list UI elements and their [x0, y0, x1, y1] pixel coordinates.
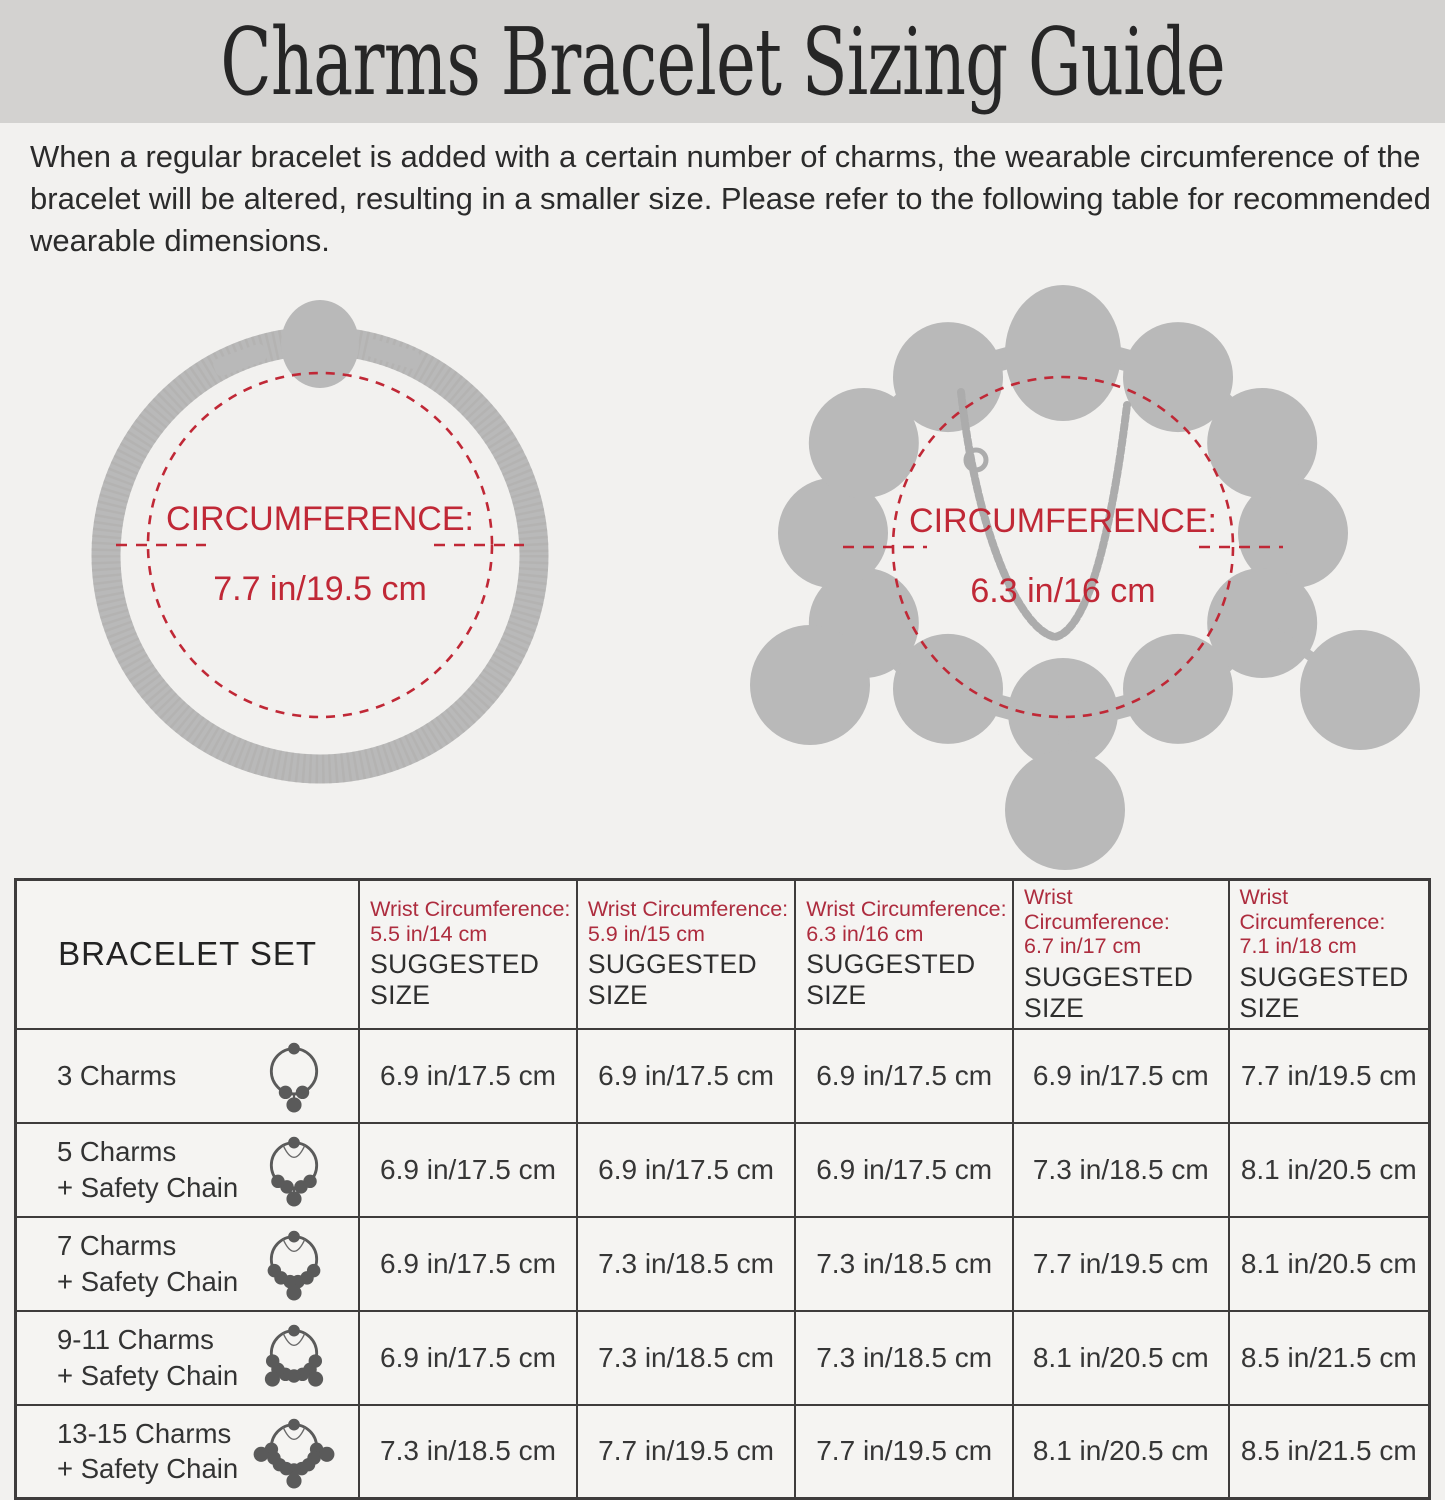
- suggested-size-cell: 7.7 in/19.5 cm: [577, 1405, 795, 1499]
- wrist-circumference-value: 5.5 in/14 cm: [370, 921, 488, 946]
- charm-dot-icon: [266, 1354, 279, 1367]
- charm-dot-icon: [294, 1180, 307, 1193]
- table-row: [16, 1123, 1430, 1217]
- bracelet-set-cell-content: [57, 1224, 358, 1303]
- row-label: [57, 1416, 238, 1488]
- wrist-circumference-header-4: [1013, 880, 1228, 1029]
- suggested-size-cell: 6.9 in/17.5 cm: [359, 1217, 577, 1311]
- suggested-size-cell: 8.5 in/21.5 cm: [1229, 1405, 1430, 1499]
- suggested-size-cell: 6.9 in/17.5 cm: [795, 1029, 1013, 1123]
- bracelet-set-cell-content: [57, 1412, 358, 1491]
- bracelet-7-charms-safety-chain-icon: [252, 1224, 336, 1303]
- bracelet-13-15-charms-safety-chain-icon: [252, 1412, 336, 1491]
- circumference-label-plain: CIRCUMFERENCE:: [166, 500, 474, 538]
- table-row: [16, 1311, 1430, 1405]
- row-label-line: 3 Charms: [57, 1059, 177, 1091]
- clasp-dot-icon: [288, 1231, 300, 1243]
- row-label: [57, 1058, 176, 1094]
- wrist-circumference-label: Wrist Circumference:: [806, 897, 1007, 922]
- wrist-circumference-label: Wrist Circumference:: [370, 897, 571, 922]
- charm-bracelet-diagram: [715, 265, 1445, 880]
- dangle-dot-icon: [308, 1371, 323, 1386]
- wrist-circumference-label: Wrist Circumference:: [587, 897, 789, 922]
- wrist-circumference-value: 6.3 in/16 cm: [806, 921, 924, 946]
- bracelet-set-cell: [16, 1311, 360, 1405]
- wrist-circumference-label: Wrist Circumference:: [1239, 885, 1386, 934]
- charm-dot-icon: [268, 1264, 281, 1277]
- plain-bracelet-diagram: [30, 280, 690, 830]
- dangle-dot-icon: [254, 1446, 269, 1461]
- bracelet-set-cell: [16, 1217, 360, 1311]
- row-label-line: 9-11 Charms: [57, 1323, 214, 1355]
- bracelet-set-cell: [16, 1405, 360, 1499]
- suggested-size-cell: 7.3 in/18.5 cm: [795, 1217, 1013, 1311]
- row-label: [57, 1322, 238, 1394]
- dangle-dot-icon: [319, 1446, 334, 1461]
- charm-bead-icon: [1207, 388, 1317, 498]
- bracelet-set-cell: [16, 1123, 360, 1217]
- suggested-size-cell: 8.1 in/20.5 cm: [1013, 1405, 1228, 1499]
- suggested-size-cell: 7.7 in/19.5 cm: [795, 1405, 1013, 1499]
- wrist-circumference-header-2: [577, 880, 795, 1029]
- row-label-line: + Safety Chain: [57, 1453, 239, 1485]
- bracelet-set-cell-content: [57, 1036, 358, 1115]
- bracelet-set-cell-content: [57, 1130, 358, 1209]
- suggested-size-label: SUGGESTED SIZE: [1239, 961, 1409, 1023]
- wrist-circumference-header-1: [359, 880, 577, 1029]
- suggested-size-cell: 6.9 in/17.5 cm: [577, 1029, 795, 1123]
- dangle-charm-icon: [1005, 750, 1125, 870]
- row-icon-box: [252, 1130, 336, 1209]
- bracelet-5-charms-safety-chain-icon: [252, 1130, 336, 1209]
- bracelet-set-cell-content: [57, 1318, 358, 1397]
- row-label-line: + Safety Chain: [57, 1359, 239, 1391]
- suggested-size-cell: 8.1 in/20.5 cm: [1013, 1311, 1228, 1405]
- row-label: [57, 1228, 238, 1300]
- dangle-dot-icon: [287, 1285, 302, 1300]
- row-icon-box: [252, 1036, 336, 1115]
- suggested-size-label: SUGGESTED SIZE: [806, 949, 976, 1011]
- suggested-size-cell: 6.9 in/17.5 cm: [359, 1311, 577, 1405]
- suggested-size-cell: 7.3 in/18.5 cm: [359, 1405, 577, 1499]
- clasp-icon: [1005, 285, 1121, 421]
- row-label-line: 7 Charms: [57, 1229, 177, 1261]
- circumference-annotation-plain: [116, 373, 524, 717]
- suggested-size-cell: 8.1 in/20.5 cm: [1229, 1123, 1430, 1217]
- row-icon-box: [252, 1318, 336, 1397]
- suggested-size-cell: 7.3 in/18.5 cm: [577, 1217, 795, 1311]
- charm-dot-icon: [271, 1175, 284, 1188]
- intro-text: When a regular bracelet is added with a certain number of charms, the wearable circumference of the bracelet will be altered, resulting in a smaller size. Please refer to the following table for recommended wearable dimensions.: [30, 139, 1431, 259]
- wrist-circumference-value: 7.1 in/18 cm: [1239, 934, 1357, 958]
- wrist-circumference-value: 6.7 in/17 cm: [1024, 934, 1142, 958]
- table-header-row: [16, 880, 1430, 1029]
- dangle-dot-icon: [287, 1097, 302, 1112]
- row-label-line: 5 Charms: [57, 1135, 177, 1167]
- suggested-size-cell: 8.1 in/20.5 cm: [1229, 1217, 1430, 1311]
- clasp-dot-icon: [288, 1043, 300, 1055]
- charm-dot-icon: [296, 1086, 309, 1099]
- row-icon-box: [252, 1412, 336, 1491]
- dangle-dot-icon: [287, 1191, 302, 1206]
- table-row: [16, 1217, 1430, 1311]
- table-row: [16, 1405, 1430, 1499]
- suggested-size-cell: 7.7 in/19.5 cm: [1013, 1217, 1228, 1311]
- row-label-line: + Safety Chain: [57, 1171, 239, 1203]
- suggested-size-label: SUGGESTED SIZE: [1024, 961, 1194, 1023]
- bracelet-set-header: BRACELET SET: [16, 880, 360, 1029]
- suggested-size-cell: 6.9 in/17.5 cm: [795, 1123, 1013, 1217]
- sizing-table: [14, 878, 1431, 1500]
- clasp-dot-icon: [288, 1137, 300, 1149]
- circumference-label-charms: CIRCUMFERENCE:: [909, 502, 1217, 540]
- table-row: [16, 1029, 1430, 1123]
- suggested-size-cell: 8.5 in/21.5 cm: [1229, 1311, 1430, 1405]
- bracelet-9-11-charms-safety-chain-icon: [252, 1318, 336, 1397]
- dangle-dot-icon: [265, 1371, 280, 1386]
- banner: [0, 0, 1445, 123]
- charm-bead-icon: [1123, 634, 1233, 744]
- bracelet-3-charms-icon: [252, 1036, 336, 1115]
- wrist-circumference-header-5: [1229, 880, 1430, 1029]
- suggested-size-cell: 6.9 in/17.5 cm: [577, 1123, 795, 1217]
- ring-icon: [271, 1049, 316, 1094]
- dangle-charm-icon: [750, 625, 870, 745]
- page-title: Charms Bracelet Sizing Guide: [220, 7, 1225, 116]
- circumference-value-charms: 6.3 in/16 cm: [970, 572, 1156, 610]
- row-label-line: 13-15 Charms: [57, 1417, 232, 1449]
- suggested-size-label: SUGGESTED SIZE: [370, 949, 540, 1011]
- dangle-dot-icon: [287, 1473, 302, 1488]
- suggested-size-cell: 7.3 in/18.5 cm: [795, 1311, 1013, 1405]
- suggested-size-cell: 6.9 in/17.5 cm: [1013, 1029, 1228, 1123]
- wrist-circumference-header-3: [795, 880, 1013, 1029]
- row-label: [57, 1134, 238, 1206]
- suggested-size-cell: 7.3 in/18.5 cm: [1013, 1123, 1228, 1217]
- row-icon-box: [252, 1224, 336, 1303]
- suggested-size-cell: 7.7 in/19.5 cm: [1229, 1029, 1430, 1123]
- suggested-size-cell: 6.9 in/17.5 cm: [359, 1123, 577, 1217]
- clasp-dot-icon: [288, 1325, 300, 1337]
- row-label-line: + Safety Chain: [57, 1265, 239, 1297]
- charm-dot-icon: [279, 1086, 292, 1099]
- bracelet-set-cell: [16, 1029, 360, 1123]
- suggested-size-label: SUGGESTED SIZE: [587, 949, 757, 1011]
- clasp-dot-icon: [288, 1418, 300, 1430]
- dangle-charm-icon: [1300, 630, 1420, 750]
- wrist-circumference-value: 5.9 in/15 cm: [587, 921, 705, 946]
- suggested-size-cell: 6.9 in/17.5 cm: [359, 1029, 577, 1123]
- circumference-value-plain: 7.7 in/19.5 cm: [213, 570, 427, 608]
- wrist-circumference-label: Wrist Circumference:: [1024, 885, 1170, 934]
- charm-bead-icon: [893, 322, 1003, 432]
- suggested-size-cell: 7.3 in/18.5 cm: [577, 1311, 795, 1405]
